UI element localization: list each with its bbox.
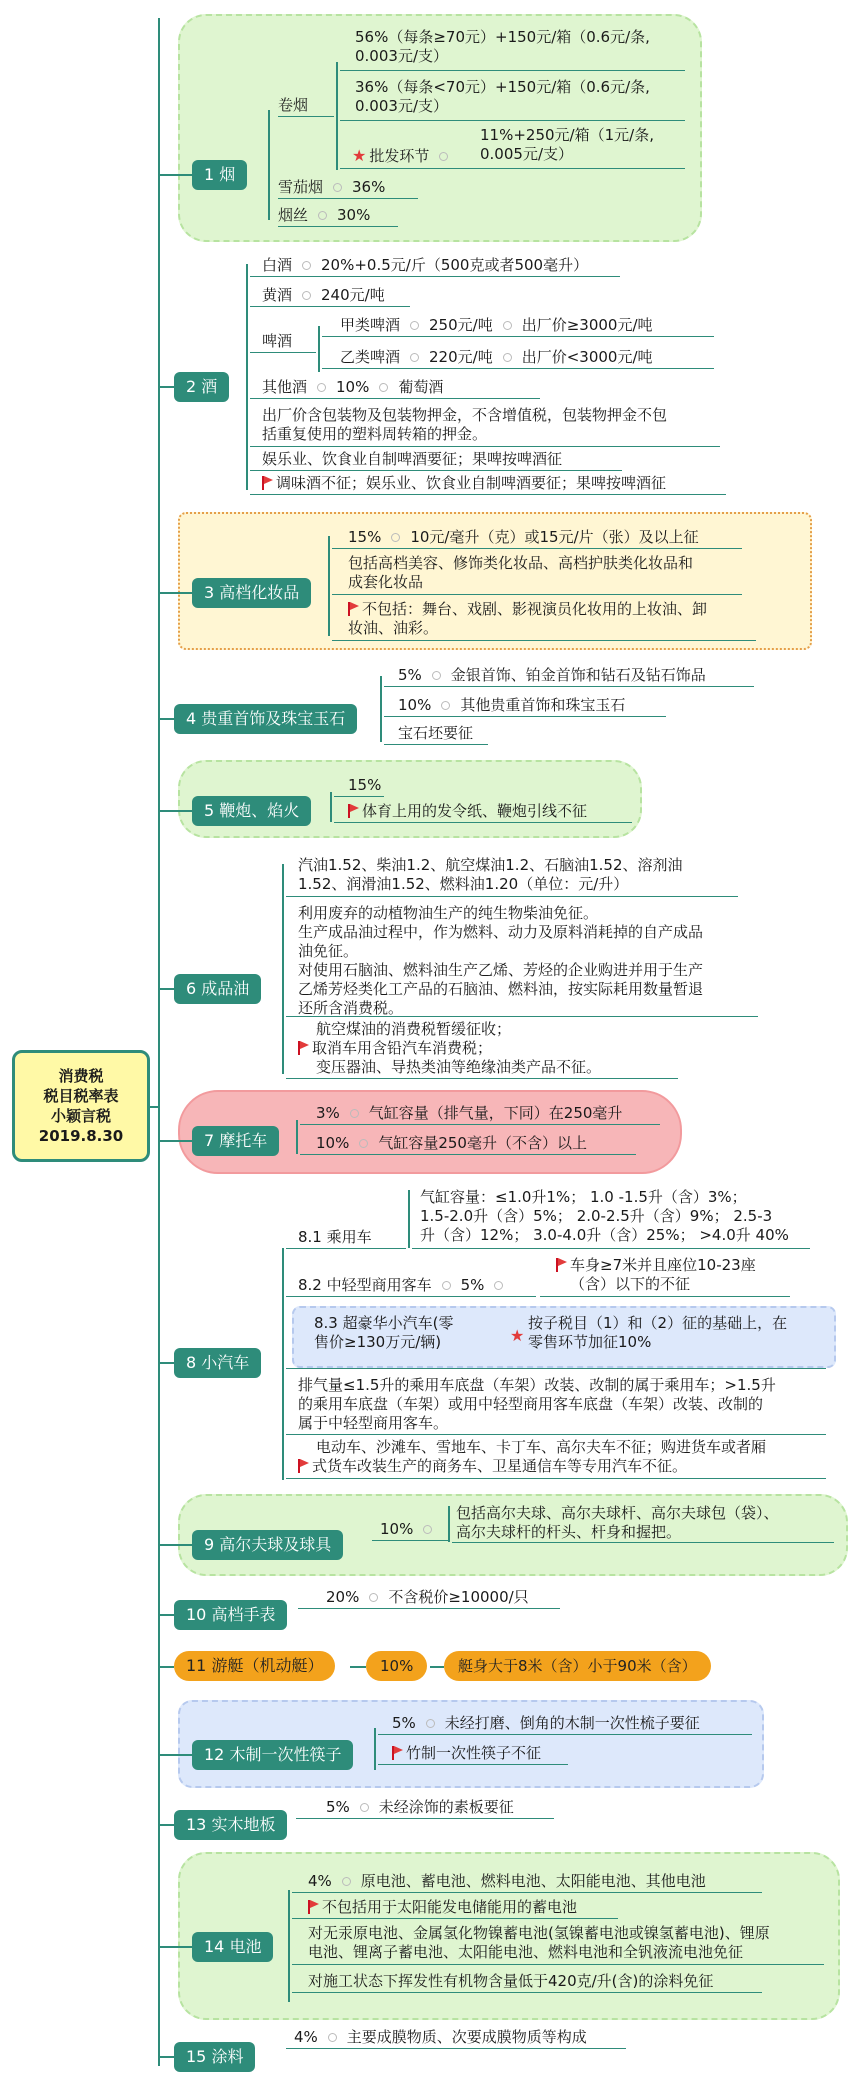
huangjiu-row: 黄酒 240元/吨 — [262, 286, 385, 304]
root-node[interactable] — [12, 1050, 150, 1162]
liquor-note-1: 出厂价含包装物及包装物押金，不含增值税，包装物押金不包 括重复使用的塑料周转箱的押金。 — [262, 406, 668, 443]
xuejia-label: 雪茄烟 36% — [278, 178, 386, 196]
root-title: 消费税 — [58, 1067, 104, 1085]
root-subtitle: 税目税率表 — [43, 1087, 119, 1105]
yacht-rate: 10% — [366, 1651, 427, 1681]
floor-rate: 5% 未经涂饰的素板要征 — [326, 1798, 514, 1816]
golf-desc: 包括高尔夫球、高尔夫球杆、高尔夫球包（袋）、 高尔夫球杆的杆头、杆身和握把。 — [456, 1504, 779, 1541]
juanyan-rate-1: 56%（每条≥70元）+150元/箱（0.6元/条, 0.003元/支） — [355, 28, 650, 65]
category-firecracker[interactable]: 5 鞭炮、焰火 — [192, 796, 311, 826]
car-p1-label: 8.1 乘用车 — [298, 1228, 372, 1246]
cosmetics-rate: 15% 10元/毫升（克）或15元/片（张）及以上征 — [348, 528, 699, 546]
oil-note-1: 利用废弃的动植物油生产的纯生物柴油免征。 生产成品油过程中，作为燃料、动力及原料消耗掉的自产成品 油免征。 对使用石脑油、燃料油生产乙烯、芳烃的企业购进并用于生产 乙烯芳烃类化工产品的石脑油、燃料油，按实际耗用数量暂退 还所含消费税。 — [298, 904, 704, 1017]
trunk-line — [158, 18, 160, 2066]
category-jewelry[interactable]: 4 贵重首饰及珠宝玉石 — [174, 704, 357, 734]
category-yacht[interactable]: 11 游艇（机动艇） — [174, 1651, 335, 1681]
battery-note-2: 对无汞原电池、金属氢化物镍蓄电池(氢镍蓄电池或镍氢蓄电池)、锂原 电池、锂离子蓄电池、太阳能电池、燃料电池和全钒液流电池免征 — [308, 1924, 770, 1961]
category-watch[interactable]: 10 高档手表 — [174, 1600, 287, 1630]
yacht-desc: 艇身大于8米（含）小于90米（含） — [444, 1651, 711, 1681]
jia-row: 甲类啤酒 250元/吨 出厂价≥3000元/吨 — [340, 316, 653, 334]
category-oil[interactable]: 6 成品油 — [174, 974, 261, 1004]
flag-icon — [348, 602, 358, 616]
flag-icon — [348, 804, 358, 818]
chopsticks-rate: 5% 未经打磨、倒角的木制一次性梳子要征 — [392, 1714, 700, 1732]
category-battery[interactable]: 14 电池 — [192, 1932, 273, 1962]
category-liquor[interactable]: 2 酒 — [174, 372, 229, 402]
firecracker-note: 体育上用的发令纸、鞭炮引线不征 — [348, 802, 587, 821]
category-floor[interactable]: 13 实木地板 — [174, 1810, 287, 1840]
paint-rate: 4% 主要成膜物质、次要成膜物质等构成 — [294, 2028, 587, 2046]
category-cosmetics[interactable]: 3 高档化妆品 — [192, 578, 311, 608]
cosmetics-exclude: 不包括：舞台、戏剧、影视演员化妆用的上妆油、卸 妆油、油彩。 — [348, 600, 708, 637]
pifa-label: ★ 批发环节 — [352, 146, 458, 166]
flag-icon — [298, 1459, 308, 1473]
jewelry-row-3: 宝石坯要征 — [398, 724, 474, 742]
liquor-note-2: 娱乐业、饮食业自制啤酒要征；果啤按啤酒征 — [262, 450, 563, 468]
car-p2-note: 车身≥7米并且座位10-23座 （含）以下的不征 — [556, 1256, 756, 1294]
oil-note-2: 航空煤油的消费税暂缓征收； 取消车用含铅汽车消费税； 变压器油、导热类油等绝缘油类产品不征。 — [298, 1020, 601, 1077]
motorcycle-row-1: 3% 气缸容量（排气量，下同）在250毫升 — [316, 1104, 623, 1122]
category-car[interactable]: 8 小汽车 — [174, 1348, 261, 1378]
battery-note-3: 对施工状态下挥发性有机物含量低于420克/升(含)的涂料免征 — [308, 1972, 714, 1990]
car-note-2: 电动车、沙滩车、雪地车、卡丁车、高尔夫车不征；购进货车或者厢 式货车改装生产的商务车、卫星通信车等专用汽车不征。 — [298, 1438, 766, 1476]
qita-row: 其他酒 10% 葡萄酒 — [262, 378, 444, 396]
battery-rate: 4% 原电池、蓄电池、燃料电池、太阳能电池、其他电池 — [308, 1872, 706, 1890]
pifa-rate: 11%+250元/箱（1元/条, 0.005元/支） — [480, 126, 654, 163]
chopsticks-note: 竹制一次性筷子不征 — [392, 1744, 541, 1763]
flag-icon — [298, 1041, 308, 1055]
flag-icon — [262, 476, 272, 490]
yansi-label: 烟丝 30% — [278, 206, 371, 224]
baijiu-row: 白酒 20%+0.5元/斤（500克或者500毫升） — [262, 256, 589, 274]
star-icon: ★ — [352, 146, 367, 165]
car-note-1: 排气量≤1.5升的乘用车底盘（车架）改装、改制的属于乘用车；>1.5升 的乘用车底盘（车架）或用中轻型商用客车底盘（车架）改装、改制的 属于中轻型商用客车。 — [298, 1376, 776, 1432]
cosmetics-include: 包括高档美容、修饰类化妆品、高档护肤类化妆品和 成套化妆品 — [348, 554, 694, 591]
category-paint[interactable]: 15 涂料 — [174, 2042, 255, 2072]
jewelry-row-1: 5% 金银首饰、铂金首饰和钻石及钻石饰品 — [398, 666, 706, 684]
pijiu-label: 啤酒 — [262, 332, 293, 350]
battery-note-1: 不包括用于太阳能发电储能用的蓄电池 — [308, 1898, 577, 1917]
category-golf[interactable]: 9 高尔夫球及球具 — [192, 1530, 343, 1560]
juanyan-label: 卷烟 — [278, 96, 309, 114]
category-tobacco[interactable]: 1 烟 — [192, 160, 247, 190]
firecracker-rate: 15% — [348, 776, 382, 794]
yi-row: 乙类啤酒 220元/吨 出厂价<3000元/吨 — [340, 348, 653, 366]
motorcycle-row-2: 10% 气缸容量250毫升（不含）以上 — [316, 1134, 587, 1152]
flag-icon — [308, 1900, 318, 1914]
flag-icon — [392, 1746, 402, 1760]
jewelry-row-2: 10% 其他贵重首饰和珠宝玉石 — [398, 696, 626, 714]
car-p2: 8.2 中轻型商用客车 5% — [298, 1276, 513, 1295]
flag-icon — [556, 1258, 566, 1272]
category-chopsticks[interactable]: 12 木制一次性筷子 — [192, 1740, 353, 1770]
juanyan-rate-2: 36%（每条<70元）+150元/箱（0.6元/条, 0.003元/支） — [355, 78, 650, 115]
golf-rate: 10% — [380, 1520, 442, 1539]
dot-icon — [439, 152, 448, 161]
category-motorcycle[interactable]: 7 摩托车 — [192, 1126, 279, 1156]
car-p3-note: 按子税目（1）和（2）征的基础上，在 零售环节加征10% — [528, 1314, 788, 1351]
car-p1-rates: 气缸容量：≤1.0升1%； 1.0 -1.5升（含）3%； 1.5-2.0升（含）5%； 2.0-2.5升（含）9%； 2.5-3 升（含）12%； 3.0-4.0升（含）25%； >4.0升 40% — [420, 1188, 789, 1244]
root-author: 小颖言税 — [50, 1107, 111, 1125]
oil-rates: 汽油1.52、柴油1.2、航空煤油1.2、石脑油1.52、溶剂油 1.52、润滑油1.52、燃料油1.20（单位：元/升） — [298, 856, 683, 893]
liquor-note-3: 调味酒不征；娱乐业、饮食业自制啤酒要征；果啤按啤酒征 — [262, 474, 666, 493]
car-p3-label: 8.3 超豪华小汽车(零 售价≥130万元/辆) — [314, 1314, 454, 1351]
star-icon: ★ — [510, 1326, 525, 1345]
watch-rate: 20% 不含税价≥10000/只 — [326, 1588, 529, 1606]
root-connector — [150, 1106, 158, 1108]
root-date: 2019.8.30 — [38, 1127, 124, 1145]
